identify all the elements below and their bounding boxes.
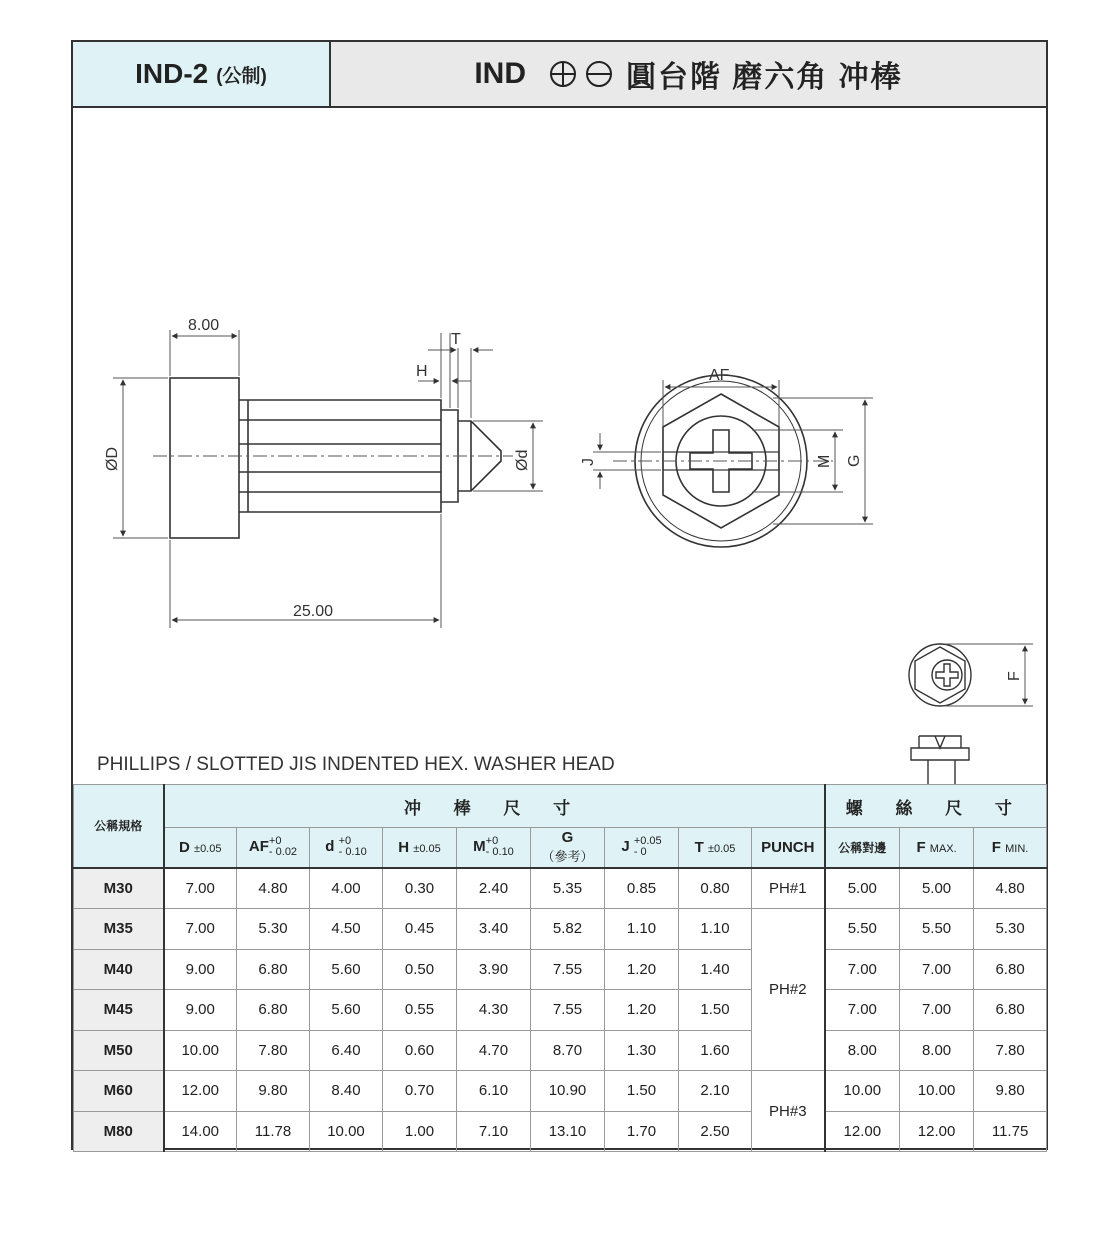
dim-J: J xyxy=(580,458,597,466)
cell-punch: PH#1 xyxy=(752,868,825,909)
product-code-header xyxy=(73,42,331,108)
cell-J: 1.10 xyxy=(605,909,679,950)
cell-T: 1.60 xyxy=(679,1030,752,1071)
title-code: IND xyxy=(474,57,526,90)
col-fmax: F MAX. xyxy=(900,828,974,868)
dim-H: H xyxy=(416,363,428,380)
cell-screw-af: 7.00 xyxy=(825,949,900,990)
cell-J: 0.85 xyxy=(605,868,679,909)
cell-H: 0.60 xyxy=(383,1030,457,1071)
dim-head-diameter: ØD xyxy=(104,447,121,471)
dim-M: M xyxy=(816,454,833,468)
col-d: d +0 - 0.10 xyxy=(310,828,383,868)
technical-drawing xyxy=(73,108,1046,784)
table-row xyxy=(74,1071,1047,1112)
cell-d: 6.40 xyxy=(310,1030,383,1071)
cell-D: 12.00 xyxy=(164,1071,237,1112)
cell-H: 1.00 xyxy=(383,1111,457,1152)
catalog-sheet xyxy=(71,40,1048,1150)
cell-M: 3.40 xyxy=(457,909,531,950)
table-row xyxy=(74,990,1047,1031)
phillips-icon xyxy=(548,59,578,89)
cell-J: 1.70 xyxy=(605,1111,679,1152)
cell-M: 4.30 xyxy=(457,990,531,1031)
row-size: M80 xyxy=(74,1111,164,1152)
cell-AF: 9.80 xyxy=(237,1071,310,1112)
dim-AF: AF xyxy=(709,367,730,384)
cell-fmax: 12.00 xyxy=(900,1111,974,1152)
cell-AF: 7.80 xyxy=(237,1030,310,1071)
cell-H: 0.45 xyxy=(383,909,457,950)
cell-fmin: 4.80 xyxy=(974,868,1047,909)
cell-T: 1.40 xyxy=(679,949,752,990)
dim-G: G xyxy=(846,454,863,467)
cell-screw-af: 5.00 xyxy=(825,868,900,909)
cell-d: 8.40 xyxy=(310,1071,383,1112)
cell-AF: 11.78 xyxy=(237,1111,310,1152)
row-size: M50 xyxy=(74,1030,164,1071)
cell-J: 1.30 xyxy=(605,1030,679,1071)
dim-F: F xyxy=(1006,671,1023,681)
cell-M: 3.90 xyxy=(457,949,531,990)
side-view xyxy=(170,378,501,538)
cell-D: 9.00 xyxy=(164,990,237,1031)
cell-fmax: 7.00 xyxy=(900,990,974,1031)
cell-screw-af: 10.00 xyxy=(825,1071,900,1112)
table-row xyxy=(74,1030,1047,1071)
cell-punch: PH#2 xyxy=(752,909,825,1071)
table-row xyxy=(74,949,1047,990)
cell-D: 7.00 xyxy=(164,909,237,950)
col-H: H ±0.05 xyxy=(383,828,457,868)
cell-screw-af: 12.00 xyxy=(825,1111,900,1152)
cell-fmax: 5.50 xyxy=(900,909,974,950)
cell-fmax: 7.00 xyxy=(900,949,974,990)
cell-H: 0.30 xyxy=(383,868,457,909)
table-row xyxy=(74,868,1047,909)
cell-T: 1.10 xyxy=(679,909,752,950)
cell-fmax: 8.00 xyxy=(900,1030,974,1071)
dim-head-length: 8.00 xyxy=(188,317,220,334)
cell-M: 6.10 xyxy=(457,1071,531,1112)
cell-AF: 4.80 xyxy=(237,868,310,909)
col-G: G （參考） xyxy=(531,828,605,868)
col-M: M+0 - 0.10 xyxy=(457,828,531,868)
cell-H: 0.55 xyxy=(383,990,457,1031)
row-size: M35 xyxy=(74,909,164,950)
row-size: M45 xyxy=(74,990,164,1031)
cell-screw-af: 7.00 xyxy=(825,990,900,1031)
cell-T: 1.50 xyxy=(679,990,752,1031)
cell-screw-af: 8.00 xyxy=(825,1030,900,1071)
cell-d: 4.50 xyxy=(310,909,383,950)
cell-J: 1.50 xyxy=(605,1071,679,1112)
col-T: T ±0.05 xyxy=(679,828,752,868)
cell-T: 2.50 xyxy=(679,1111,752,1152)
cell-AF: 6.80 xyxy=(237,949,310,990)
unit-label: (公制) xyxy=(216,65,267,87)
cell-G: 10.90 xyxy=(531,1071,605,1112)
spec-size-header: 公稱規格 xyxy=(74,785,164,868)
cell-D: 9.00 xyxy=(164,949,237,990)
cell-fmin: 5.30 xyxy=(974,909,1047,950)
cell-fmax: 10.00 xyxy=(900,1071,974,1112)
cell-D: 14.00 xyxy=(164,1111,237,1152)
drawing-caption: PHILLIPS / SLOTTED JIS INDENTED HEX. WASHER HEAD xyxy=(97,754,615,775)
dim-tip-diameter: Ød xyxy=(514,449,531,471)
table-row xyxy=(74,909,1047,950)
cell-AF: 5.30 xyxy=(237,909,310,950)
cell-G: 13.10 xyxy=(531,1111,605,1152)
cell-fmin: 11.75 xyxy=(974,1111,1047,1152)
cell-G: 8.70 xyxy=(531,1030,605,1071)
cell-G: 7.55 xyxy=(531,949,605,990)
slotted-icon xyxy=(584,59,614,89)
cell-M: 4.70 xyxy=(457,1030,531,1071)
cell-T: 0.80 xyxy=(679,868,752,909)
cell-punch: PH#3 xyxy=(752,1071,825,1152)
col-screw-af: 公稱對邊 xyxy=(825,828,900,868)
dim-total-length: 25.00 xyxy=(293,603,334,620)
dim-T: T xyxy=(451,331,461,348)
col-D: D ±0.05 xyxy=(164,828,237,868)
row-size: M60 xyxy=(74,1071,164,1112)
col-punch: PUNCH xyxy=(752,828,825,868)
col-AF: AF+0 - 0.02 xyxy=(237,828,310,868)
row-size: M30 xyxy=(74,868,164,909)
screw-dimensions-header: 螺 絲 尺 寸 xyxy=(825,785,1047,828)
cell-G: 5.35 xyxy=(531,868,605,909)
cell-H: 0.50 xyxy=(383,949,457,990)
cell-d: 10.00 xyxy=(310,1111,383,1152)
spec-table xyxy=(73,784,1047,1152)
product-title-header xyxy=(331,42,1046,108)
cell-fmin: 6.80 xyxy=(974,949,1047,990)
cell-G: 5.82 xyxy=(531,909,605,950)
table-row xyxy=(74,1111,1047,1152)
cell-J: 1.20 xyxy=(605,990,679,1031)
cell-screw-af: 5.50 xyxy=(825,909,900,950)
cell-fmin: 9.80 xyxy=(974,1071,1047,1112)
cell-G: 7.55 xyxy=(531,990,605,1031)
col-fmin: F MIN. xyxy=(974,828,1047,868)
title-text: 圓台階 磨六角 冲棒 xyxy=(626,61,903,94)
cell-d: 4.00 xyxy=(310,868,383,909)
cell-fmin: 7.80 xyxy=(974,1030,1047,1071)
cell-d: 5.60 xyxy=(310,990,383,1031)
punch-dimensions-header: 冲 棒 尺 寸 xyxy=(164,785,825,828)
cell-M: 7.10 xyxy=(457,1111,531,1152)
cell-fmin: 6.80 xyxy=(974,990,1047,1031)
punch-head xyxy=(170,378,239,538)
cell-fmax: 5.00 xyxy=(900,868,974,909)
cell-J: 1.20 xyxy=(605,949,679,990)
cell-D: 10.00 xyxy=(164,1030,237,1071)
cell-AF: 6.80 xyxy=(237,990,310,1031)
screw-detail xyxy=(909,644,971,784)
row-size: M40 xyxy=(74,949,164,990)
cell-d: 5.60 xyxy=(310,949,383,990)
col-J: J +0.05 - 0 xyxy=(605,828,679,868)
cell-D: 7.00 xyxy=(164,868,237,909)
product-code: IND-2 xyxy=(135,58,209,89)
cell-H: 0.70 xyxy=(383,1071,457,1112)
cell-M: 2.40 xyxy=(457,868,531,909)
cell-T: 2.10 xyxy=(679,1071,752,1112)
